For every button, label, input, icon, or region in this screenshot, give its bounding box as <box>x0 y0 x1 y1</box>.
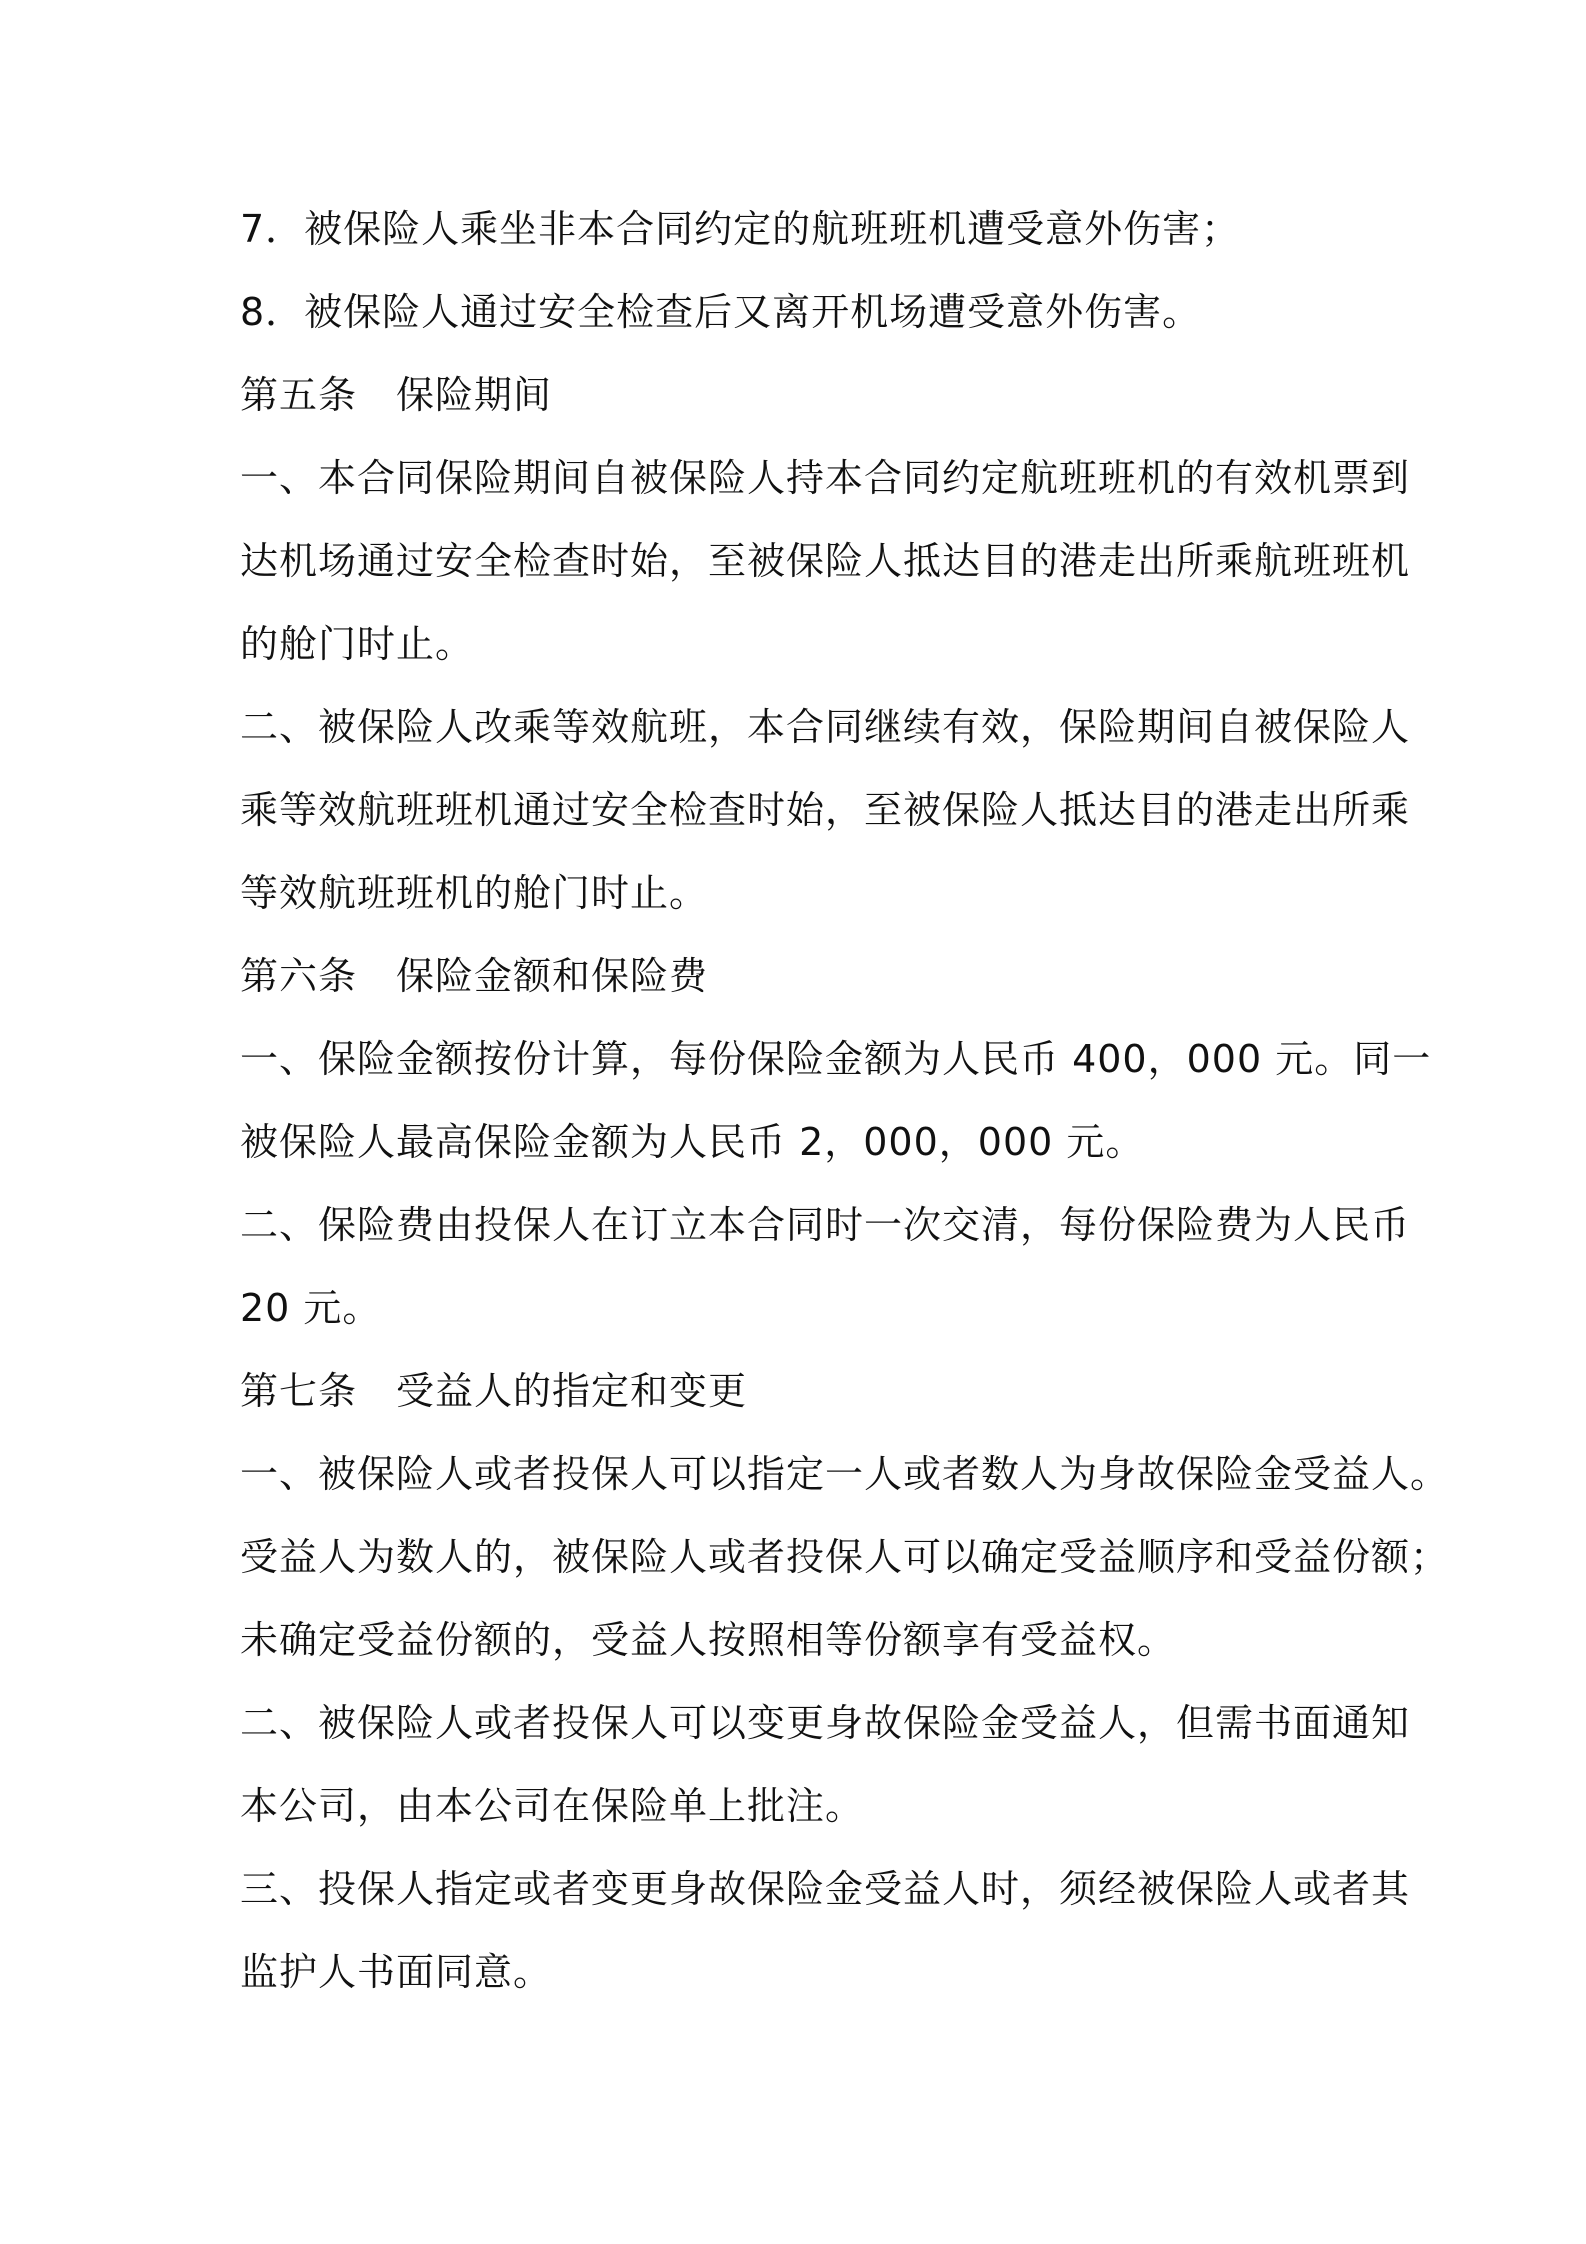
text-line: 三、投保人指定或者变更身故保险金受益人时，须经被保险人或者其 <box>240 1867 1411 1911</box>
text-line: 受益人为数人的，被保险人或者投保人可以确定受益顺序和受益份额； <box>240 1535 1450 1579</box>
article-heading: 第七条 受益人的指定和变更 <box>240 1369 748 1413</box>
text-line: 本公司，由本公司在保险单上批注。 <box>240 1784 865 1828</box>
text-line: 监护人书面同意。 <box>240 1950 553 1994</box>
article-heading: 第五条 保险期间 <box>240 373 553 417</box>
text-line: 被保险人最高保险金额为人民币 2，000，000 元。 <box>240 1120 1145 1164</box>
text-line: 二、被保险人或者投保人可以变更身故保险金受益人，但需书面通知 <box>240 1701 1411 1745</box>
text-line: 的舱门时止。 <box>240 622 475 666</box>
text-line: 20 元。 <box>240 1286 382 1330</box>
contract-text <box>240 188 1450 2014</box>
text-line: 达机场通过安全检查时始，至被保险人抵达目的港走出所乘航班班机 <box>240 539 1411 583</box>
text-line: 二、保险费由投保人在订立本合同时一次交清，每份保险费为人民币 <box>240 1203 1411 1247</box>
text-line: 乘等效航班班机通过安全检查时始，至被保险人抵达目的港走出所乘 <box>240 788 1411 832</box>
text-line: 一、本合同保险期间自被保险人持本合同约定航班班机的有效机票到 <box>240 456 1411 500</box>
text-line: 7．被保险人乘坐非本合同约定的航班班机遭受意外伤害； <box>240 207 1241 251</box>
text-line: 一、保险金额按份计算，每份保险金额为人民币 400，000 元。同一 <box>240 1037 1432 1081</box>
article-heading: 第六条 保险金额和保险费 <box>240 954 709 998</box>
text-line: 8．被保险人通过安全检查后又离开机场遭受意外伤害。 <box>240 290 1202 334</box>
text-line: 二、被保险人改乘等效航班，本合同继续有效，保险期间自被保险人 <box>240 705 1411 749</box>
text-line: 一、被保险人或者投保人可以指定一人或者数人为身故保险金受益人。 <box>240 1452 1450 1496</box>
text-line: 等效航班班机的舱门时止。 <box>240 871 709 915</box>
text-line: 未确定受益份额的，受益人按照相等份额享有受益权。 <box>240 1618 1177 1662</box>
